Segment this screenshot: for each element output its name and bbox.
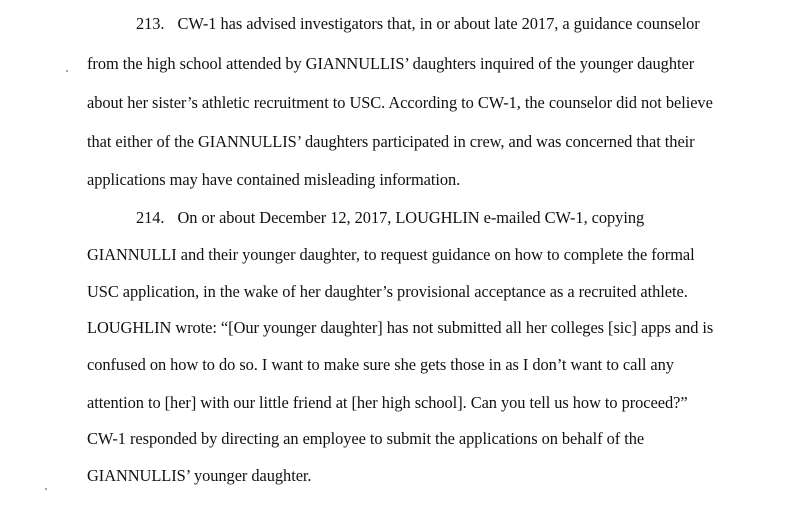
paragraph-214-line-7: CW-1 responded by directing an employee to submit the applications on behalf of the — [87, 429, 645, 448]
paragraph-213-line-3: about her sister’s athletic recruitment to USC. According to CW-1, the counselor did not believe — [87, 93, 713, 112]
paragraph-213-line-1 — [136, 14, 700, 34]
paragraph-214-line-2: GIANNULLI and their younger daughter, to request guidance on how to complete the formal — [87, 245, 695, 264]
paragraph-214-line-1 — [136, 208, 644, 228]
paragraph-213-line-4: that either of the GIANNULLIS’ daughters participated in crew, and was concerned that their — [87, 132, 695, 151]
scan-speck — [45, 488, 47, 490]
paragraph-214-line-3: USC application, in the wake of her daughter’s provisional acceptance as a recruited athlete. — [87, 282, 688, 301]
paragraph-214-line-4: LOUGHLIN wrote: “[Our younger daughter] has not submitted all her colleges [sic] apps and is — [87, 318, 714, 337]
paragraph-213-line-2: from the high school attended by GIANNULLIS’ daughters inquired of the younger daughter — [87, 54, 695, 73]
paragraph-213-line-5: applications may have contained misleading information. — [87, 170, 461, 189]
paragraph-text: CW-1 has advised investigators that, in or about late 2017, a guidance counselor — [177, 14, 700, 33]
paragraph-number-213: 213. — [136, 14, 165, 33]
paragraph-text: On or about December 12, 2017, LOUGHLIN e-mailed CW-1, copying — [177, 208, 645, 227]
paragraph-214-line-5: confused on how to do so. I want to make sure she gets those in as I don’t want to call any — [87, 355, 674, 374]
paragraph-214-line-6: attention to [her] with our little friend at [her high school]. Can you tell us how to proceed?” — [87, 393, 688, 412]
paragraph-number-214: 214. — [136, 208, 165, 227]
paragraph-214-line-8: GIANNULLIS’ younger daughter. — [87, 466, 312, 485]
scan-speck — [66, 70, 68, 72]
